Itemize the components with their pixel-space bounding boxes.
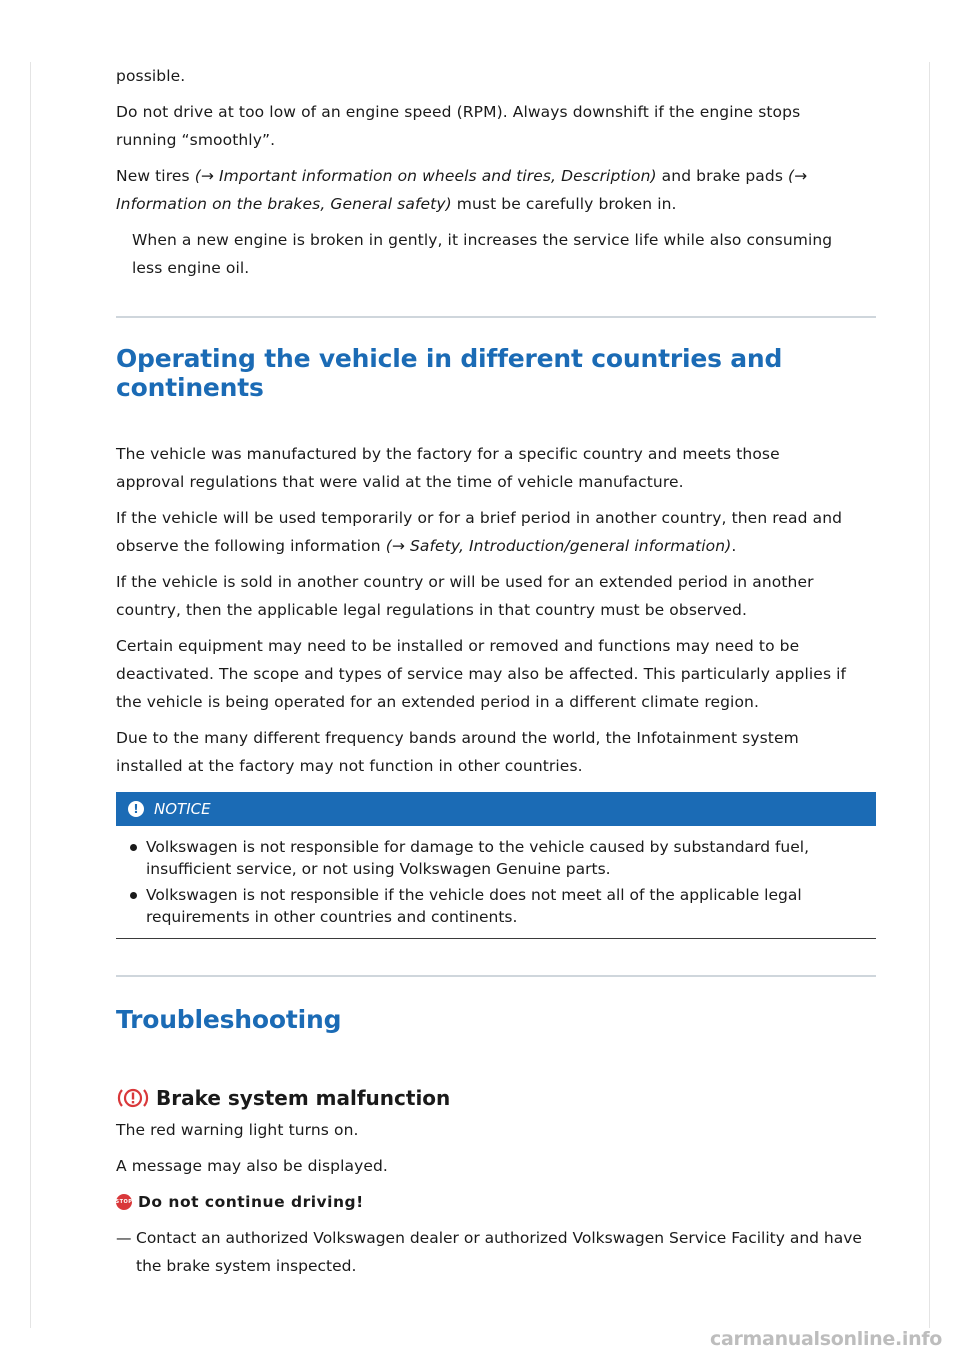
notice-header (116, 792, 876, 826)
action-text: Contact an authorized Volkswagen dealer or authorized Volkswagen Service Facility and have the brake system inspected. (136, 1229, 862, 1275)
notice-box (116, 792, 876, 939)
countries-paragraph-1: The vehicle was manufactured by the factory for a specific country and meets those approval regulations that were valid at the time of vehicle manufacture. (116, 445, 780, 491)
section-title-troubleshooting: Troubleshooting (116, 1005, 342, 1034)
intro-paragraph-4: When a new engine is broken in gently, it increases the service life while also consuming less engine oil. (132, 231, 833, 277)
action-dash: — (116, 1229, 132, 1247)
action-item (116, 1224, 876, 1280)
troubleshooting-paragraph-1: The red warning light turns on. (116, 1121, 359, 1139)
brake-malfunction-heading (116, 1086, 876, 1110)
exclamation-circle-icon: ! (128, 801, 144, 817)
section-title-countries: Operating the vehicle in different countries and continents (116, 344, 783, 402)
intro-p3-text-a: New tires (116, 167, 195, 185)
brake-warning-icon (116, 1087, 150, 1109)
wheels-tires-reference-link[interactable]: (→ Important information on wheels and tires, Description) (194, 167, 657, 185)
intro-paragraph-2: Do not drive at too low of an engine speed (RPM). Always downshift if the engine stops running “smoothly”. (116, 103, 801, 149)
intro-paragraph-3 (116, 162, 861, 218)
intro-paragraph-1: possible. (116, 67, 186, 85)
page-border-right (929, 62, 930, 1328)
countries-paragraph-4: Certain equipment may need to be installed or removed and functions may need to be deactivated. The scope and types of service may also be affected. This particularly applies if the vehicle is being operated for an extended period in a different climate region. (116, 637, 847, 711)
notice-item-1: Volkswagen is not responsible for damage to the vehicle caused by substandard fuel, insufficient service, or not using Volkswagen Genuine parts. (116, 836, 876, 880)
notice-item-2: Volkswagen is not responsible if the vehicle does not meet all of the applicable legal requirements in other countries and continents. (116, 884, 876, 928)
notice-label: NOTICE (154, 800, 211, 818)
stop-warning-text: Do not continue driving! (138, 1193, 364, 1211)
troubleshooting-paragraph-2: A message may also be displayed. (116, 1157, 388, 1175)
intro-p3-text-c: must be carefully broken in. (451, 195, 677, 213)
countries-p2-text-b: . (731, 537, 737, 555)
intro-p3-text-b: and brake pads (656, 167, 789, 185)
brake-malfunction-title: Brake system malfunction (156, 1086, 451, 1110)
page-border-left (30, 62, 31, 1328)
countries-paragraph-2 (116, 504, 861, 560)
countries-paragraph-5: Due to the many different frequency bands around the world, the Infotainment system installed at the factory may not function in other countries. (116, 729, 799, 775)
stop-warning (116, 1188, 876, 1216)
stop-sign-icon: STOP (116, 1194, 132, 1210)
brakes-reference-link[interactable]: (→ Information on the brakes, General safety) (116, 167, 808, 213)
watermark: carmanualsonline.info (710, 1328, 943, 1350)
countries-p2-text-a: If the vehicle will be used temporarily or for a brief period in another country, then read and observe the following information (116, 509, 843, 555)
countries-paragraph-3: If the vehicle is sold in another country or will be used for an extended period in another country, then the applicable legal regulations in that country must be observed. (116, 573, 814, 619)
notice-list (116, 826, 876, 938)
safety-reference-link[interactable]: (→ Safety, Introduction/general information) (385, 537, 732, 555)
page-content (116, 62, 876, 1280)
